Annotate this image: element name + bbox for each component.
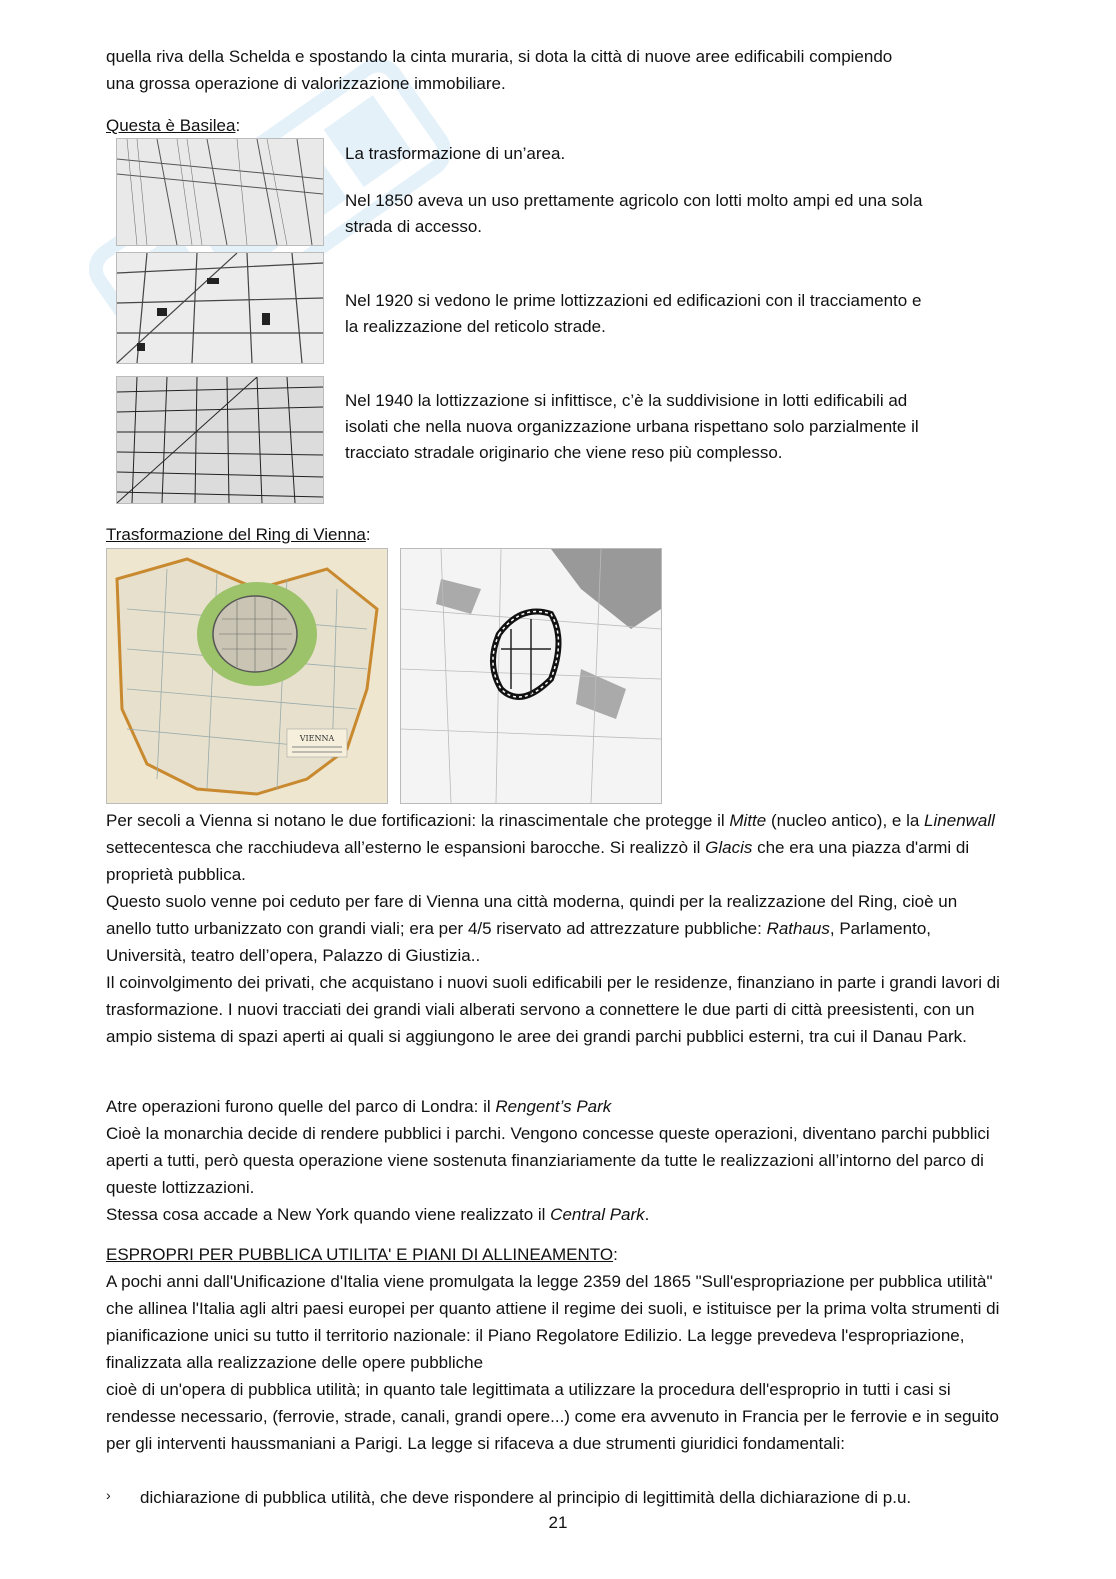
espropri-heading: ESPROPRI PER PUBBLICA UTILITA' E PIANI DI ALLINEAMENTO: <box>106 1245 618 1264</box>
intro-line-1: quella riva della Schelda e spostando la cinta muraria, si dota la città di nuove aree edificabili compiendo <box>106 47 893 66</box>
basilea-caption-4a: Nel 1940 la lottizzazione si infittisce, c’è la suddivisione in lotti edificabili ad <box>345 391 908 410</box>
bullet-marker: › <box>106 1487 111 1503</box>
basilea-caption-4c: tracciato stradale originario che viene reso più complesso. <box>345 443 783 462</box>
basilea-heading: Questa è Basilea: <box>106 116 241 135</box>
basilea-caption-2a: Nel 1850 aveva un uso prettamente agricolo con lotti molto ampi ed una sola <box>345 191 923 210</box>
basilea-map-1940 <box>116 376 324 504</box>
bullet-item-1: dichiarazione di pubblica utilità, che deve rispondere al principio di legittimità della dichiarazione di p.u. <box>140 1488 912 1507</box>
basilea-map-1850 <box>116 138 324 246</box>
basilea-caption-1: La trasformazione di un’area. <box>345 144 566 163</box>
espropri-paragraph: A pochi anni dall'Unificazione d'Italia viene promulgata la legge 2359 del 1865 "Sull'espropriazione per pubblica utilità" che allinea l'Italia agli altri paesi europei per quanto attiene il regime dei suoli, e istituisce per la prima volta strumenti di pianificazione unici su tutto il territorio nazionale: il Piano Regolatore Edilizio. La legge prevedeva l'espropriazione, finalizzata alla realizzazione delle opere pubbliche cioè di un'opera di pubblica utilità; in quanto tale legittimata a utilizzare la procedura dell'esproprio in tutti i casi si rendesse necessario, (ferrovie, strade, canali, grandi opere...) come era avvenuto in Francia per le ferrovie e in seguito per gli interventi haussmaniani a Parigi. La legge si rifaceva a due strumenti giuridici fondamentali: <box>106 1272 1000 1453</box>
basilea-caption-4b: isolati che nella nuova organizzazione urbana rispettano solo parzialmente il <box>345 417 919 436</box>
vienna-map-label: VIENNA <box>299 734 335 743</box>
basilea-caption-2b: strada di accesso. <box>345 217 483 236</box>
vienna-heading: Trasformazione del Ring di Vienna: <box>106 525 371 544</box>
basilea-caption-3a: Nel 1920 si vedono le prime lottizzazioni ed edificazioni con il tracciamento e <box>345 291 922 310</box>
intro-line-2: una grossa operazione di valorizzazione immobiliare. <box>106 74 506 93</box>
london-paragraph: Atre operazioni furono quelle del parco di Londra: il Rengent’s Park Cioè la monarchia decide di rendere pubblici i parchi. Vengono concesse queste operazioni, diventano parchi pubblici aperti a tutti, però questa operazione viene sostenuta finanziariamente da tutte le realizzazioni all’intorno del parco di queste lottizzazioni. Stessa cosa accade a New York quando viene realizzato il Central Park. <box>106 1097 990 1224</box>
vienna-ring-plan <box>400 548 662 804</box>
basilea-caption-3b: la realizzazione del reticolo strade. <box>345 317 606 336</box>
basilea-map-1920 <box>116 252 324 364</box>
vienna-historic-map <box>106 548 388 804</box>
vienna-paragraph-1: Per secoli a Vienna si notano le due fortificazioni: la rinascimentale che protegge il Mitte (nucleo antico), e la Linenwall settecentesca che racchiudeva all’esterno le espansioni barocche. Si realizzò il Glacis che era una piazza d'armi di proprietà pubblica. Questo suolo venne poi ceduto per fare di Vienna una città moderna, quindi per la realizzazione del Ring, cioè un anello tutto urbanizzato con grandi viali; era per 4/5 riservato ad attrezzature pubbliche: Rathaus, Parlamento, Università, teatro dell’opera, Palazzo di Giustizia.. Il coinvolgimento dei privati, che acquistano i nuovi suoli edificabili per le residenze, finanziano in parte i grandi lavori di trasformazione. I nuovi tracciati dei grandi viali alberati servono a connettere le due parti di città preesistenti, con un ampio sistema di spazi aperti ai quali si aggiungono le aree dei grandi parchi pubblici esterni, tra cui il Danau Park. <box>106 811 1000 1046</box>
page-number: 21 <box>548 1513 568 1532</box>
